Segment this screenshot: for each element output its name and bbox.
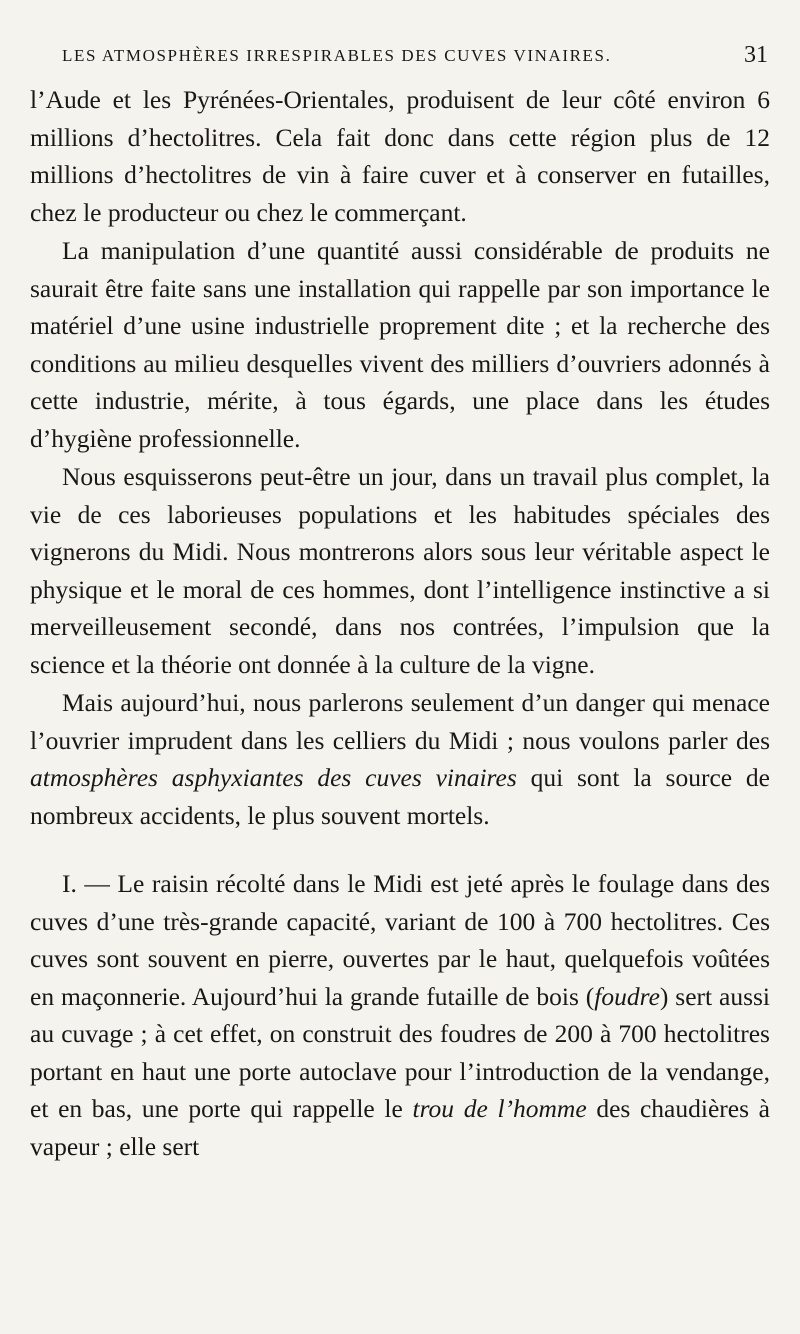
page-header xyxy=(62,42,770,74)
italic-term: foudre xyxy=(594,981,660,1011)
paragraph-text: I. — Le raisin récolté dans le Midi est jeté après le foulage dans des cuves d’une très-grande capacité, variant de 100 à 700 hectolitres. Ces cuves sont souvent en pierre, ouvertes par le haut, quelquefois voûtées en maçonnerie. Aujourd’hui la grande futaille de bois ( xyxy=(30,869,770,1011)
italic-term: atmosphères asphyxiantes des cuves vinaires xyxy=(30,763,517,792)
paragraph-text: des chaudières à vapeur ; elle sert xyxy=(30,1094,770,1161)
paragraph-text: Mais aujourd’hui, nous parlerons seulement d’un danger qui menace l’ouvrier imprudent dans les celliers du Midi ; nous voulons parler des xyxy=(30,688,770,755)
body-text xyxy=(30,81,770,1165)
running-title: LES ATMOSPHÈRES IRRESPIRABLES DES CUVES VINAIRES. xyxy=(62,46,612,65)
paragraph-text: Nous esquisserons peut-être un jour, dans un travail plus complet, la vie de ces laborieuses populations et les habitudes spéciales des vignerons du Midi. Nous montrerons alors sous leur véritable aspect le physique et le moral de ces hommes, dont l’intelligence instinctive a si merveilleusement secondé, dans nos contrées, l’impulsion que la science et la théorie ont donnée à la culture de la vigne. xyxy=(30,462,770,679)
page-number: 31 xyxy=(744,42,768,68)
paragraph-section-1 xyxy=(30,865,770,1165)
paragraph-esquisserons xyxy=(30,458,770,683)
paragraph-continuation xyxy=(30,81,770,231)
paragraph-manipulation xyxy=(30,232,770,457)
paragraph-danger xyxy=(30,684,770,834)
paragraph-text: qui sont la source de nombreux accidents, le plus souvent mortels. xyxy=(30,763,770,830)
paragraph-text: ) sert aussi au cuvage ; à cet effet, on construit des foudres de 200 à 700 hectolitres portant en haut une porte autoclave pour l’introduction de la vendange, et en bas, une porte qui rappelle le xyxy=(30,981,771,1123)
italic-term: trou de l’homme xyxy=(412,1094,587,1123)
paragraph-text: La manipulation d’une quantité aussi considérable de produits ne saurait être faite sans une installation qui rappelle par son importance le matériel d’une usine industrielle proprement dite ; et la recherche des conditions au milieu desquelles vivent des milliers d’ouvriers adonnés à cette industrie, mérite, à tous égards, une place dans les études d’hygiène professionnelle. xyxy=(30,236,770,453)
paragraph-text: l’Aude et les Pyrénées-Orientales, produisent de leur côté environ 6 millions d’hectolitres. Cela fait donc dans cette région plus de 12 millions d’hectolitres de vin à faire cuver et à conserver en futailles, chez le producteur ou chez le commerçant. xyxy=(30,85,770,227)
